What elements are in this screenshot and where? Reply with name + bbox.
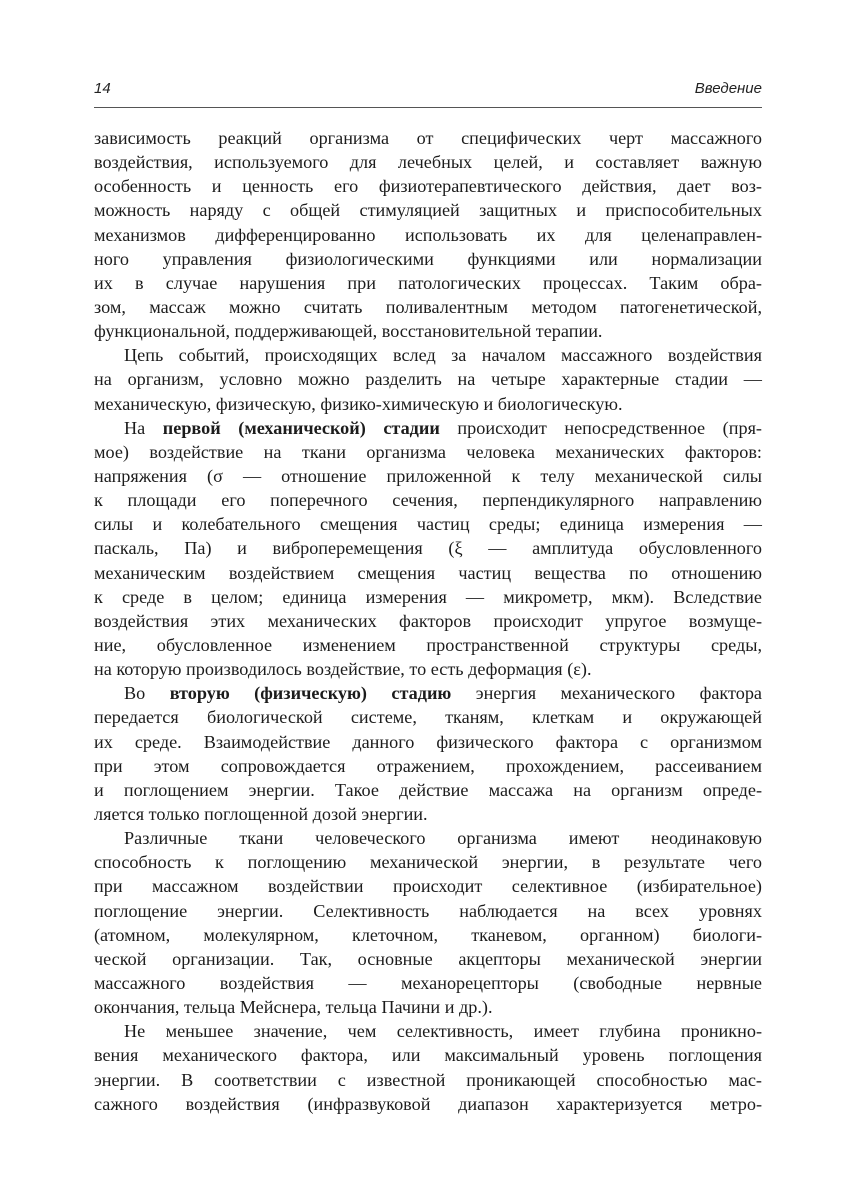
text-line: зом, массаж можно считать поливалентным методом патогенетической,	[94, 297, 762, 317]
text-line: на которую производилось воздействие, то есть деформация (ε).	[94, 659, 592, 680]
text-line: поглощение энергии. Селективность наблюдается на всех уровнях	[94, 900, 762, 921]
text-line: Не меньшее значение, чем селективность, имеет глубина проникно-	[124, 1021, 762, 1042]
text-line: массажного воздействия — механорецепторы (свободные нервные	[94, 972, 762, 993]
text-line: при этом сопровождается отражением, прохождением, рассеиванием	[94, 755, 762, 776]
text-line: способность к поглощению механической энергии, в результате чего	[94, 852, 762, 873]
text-line: воздействия, используемого для лечебных целей, и составляет важную	[94, 152, 762, 173]
text-line: и поглощением энергии. Такое действие массажа на организм опреде-	[94, 779, 762, 800]
bold-term: вторую (физическую) стадию	[169, 683, 452, 704]
text-line: к среде в целом; единица измерения — микрометр, мкм). Вследствие	[94, 586, 762, 607]
text-line: ние, обусловленное изменением пространственной структуры среды,	[94, 634, 762, 655]
text-line: механическим воздействием смещения частиц вещества по отношению	[94, 562, 762, 583]
text-line: на организм, условно можно разделить на четыре характерные стадии —	[94, 369, 762, 390]
text-line: воздействия этих механических факторов происходит упругое возмуще-	[94, 610, 762, 631]
text-line: механизмов дифференцированно использовать их для целенаправлен-	[94, 224, 762, 245]
text-line: их среде. Взаимодействие данного физического фактора с организмом	[94, 731, 762, 752]
text-line	[124, 416, 762, 440]
text-line: механическую, физическую, физико-химическую и биологическую.	[94, 393, 623, 414]
text-segment: Во	[124, 683, 170, 704]
text-line: Различные ткани человеческого организма имеют неодинаковую	[124, 828, 762, 849]
text-line: окончания, тельца Мейснера, тельца Пачини и др.).	[94, 997, 493, 1017]
bold-term: первой (механической) стадии	[162, 417, 440, 438]
section-title: Введение	[694, 80, 762, 97]
page-number: 14	[94, 80, 111, 97]
text-line: паскаль, Па) и виброперемещения (ξ — амплитуда обусловленного	[94, 538, 762, 559]
text-line: сажного воздействия (инфразвуковой диапазон характеризуется метро-	[94, 1093, 762, 1114]
text-line	[124, 681, 762, 705]
text-line: передается биологической системе, тканям, клеткам и окружающей	[94, 707, 762, 728]
text-line: мое) воздействие на ткани организма человека механических факторов:	[94, 441, 762, 462]
text-line: можность наряду с общей стимуляцией защитных и приспособительных	[94, 200, 762, 221]
text-line: ческой организации. Так, основные акцепторы механической энергии	[94, 948, 762, 969]
text-line: зависимость реакций организма от специфических черт массажного	[94, 128, 762, 148]
text-line: Цепь событий, происходящих вслед за началом массажного воздействия	[124, 345, 762, 366]
text-line: особенность и ценность его физиотерапевтического действия, дает воз-	[94, 176, 762, 197]
text-line: функциональной, поддерживающей, восстановительной терапии.	[94, 321, 603, 342]
text-segment: На	[124, 417, 163, 438]
text-line: при массажном воздействии происходит селективное (избирательное)	[94, 876, 762, 897]
text-line: ного управления физиологическими функциями или нормализации	[94, 248, 762, 269]
text-segment: энергия механического фактора	[451, 683, 762, 704]
text-line: напряжения (σ — отношение приложенной к телу механической силы	[94, 466, 762, 486]
text-line: (атомном, молекулярном, клеточном, тканевом, органном) биологи-	[94, 924, 762, 945]
text-line: силы и колебательного смещения частиц среды; единица измерения —	[94, 514, 762, 535]
text-line: энергии. В соответствии с известной проникающей способностью мас-	[94, 1069, 762, 1090]
text-line: ляется только поглощенной дозой энергии.	[94, 803, 428, 824]
text-segment: происходит непосредственное (пря-	[439, 417, 762, 438]
text-line: к площади его поперечного сечения, перпендикулярного направлению	[94, 490, 762, 511]
text-line: вения механического фактора, или максимальный уровень поглощения	[94, 1045, 762, 1066]
text-line: их в случае нарушения при патологических процессах. Таким обра-	[94, 272, 762, 293]
